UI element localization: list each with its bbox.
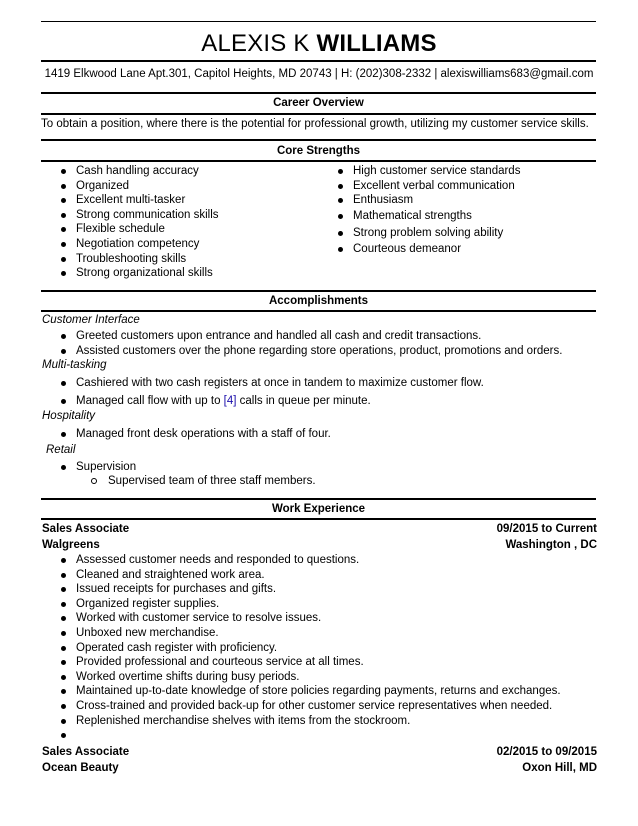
list-item: Managed call flow with up to [4] calls in queue per minute.	[42, 394, 484, 409]
list-item	[42, 728, 561, 743]
job-company-line	[42, 539, 597, 551]
accomplishment-list	[42, 427, 331, 442]
list-item: Organized	[42, 179, 219, 194]
list-item: Flexible schedule	[42, 222, 219, 237]
list-item: Excellent multi-tasker	[42, 193, 219, 208]
job-location: Oxon Hill, MD	[522, 762, 597, 774]
job-title: Sales Associate	[42, 746, 130, 758]
top-divider	[41, 21, 596, 22]
strengths-right-list	[319, 164, 520, 257]
candidate-name	[0, 30, 638, 58]
job-title: Sales Associate	[42, 523, 130, 535]
list-item: Supervised team of three staff members.	[91, 474, 316, 489]
list-item: Mathematical strengths	[319, 209, 520, 224]
list-item: Assessed customer needs and responded to questions.	[42, 553, 561, 568]
career-overview-text: To obtain a position, where there is the potential for professional growth, utilizing my customer service skills.	[41, 118, 589, 130]
section-title-core-strengths: Core Strengths	[276, 145, 361, 157]
citation-link[interactable]: [4]	[223, 394, 237, 407]
list-item: Supervision	[42, 460, 136, 475]
accomplishment-sublist	[91, 474, 316, 489]
job-title-line	[42, 523, 597, 535]
list-item: Cross-trained and provided back-up for other customer service representatives when needed.	[42, 699, 561, 714]
section-divider	[41, 92, 596, 94]
accomplishment-category: Hospitality	[42, 410, 96, 422]
section-title-accomplishments: Accomplishments	[268, 295, 369, 307]
list-item: Cash handling accuracy	[42, 164, 219, 179]
job-company: Ocean Beauty	[42, 762, 119, 774]
list-item: Unboxed new merchandise.	[42, 626, 561, 641]
list-item: Negotiation competency	[42, 237, 219, 252]
header-divider	[41, 60, 596, 62]
list-item: Excellent verbal communication	[319, 179, 520, 194]
list-item: Strong communication skills	[42, 208, 219, 223]
job-location: Washington , DC	[505, 539, 597, 551]
section-divider	[41, 518, 596, 520]
accomplishment-category: Multi-tasking	[42, 359, 107, 371]
list-item: Cleaned and straightened work area.	[42, 568, 561, 583]
section-divider	[41, 139, 596, 141]
list-item: Assisted customers over the phone regarding store operations, product, promotions and orders.	[42, 344, 562, 359]
list-item: Managed front desk operations with a staff of four.	[42, 427, 331, 442]
list-item: Issued receipts for purchases and gifts.	[42, 582, 561, 597]
section-divider	[41, 498, 596, 500]
section-divider	[41, 310, 596, 312]
list-item: Provided professional and courteous service at all times.	[42, 655, 561, 670]
accomplishment-category: Retail	[46, 444, 76, 456]
last-name: WILLIAMS	[316, 30, 437, 57]
section-divider	[41, 113, 596, 115]
strengths-left-list	[42, 164, 219, 281]
list-item: Maintained up-to-date knowledge of store policies regarding payments, returns and exchanges.	[42, 684, 561, 699]
list-item: High customer service standards	[319, 164, 520, 179]
list-item: Greeted customers upon entrance and handled all cash and credit transactions.	[42, 329, 562, 344]
section-divider	[41, 160, 596, 162]
contact-line: 1419 Elkwood Lane Apt.301, Capitol Heights, MD 20743 | H: (202)308-2332 | alexiswilliams683@gmail.com	[44, 68, 594, 80]
list-item: Organized register supplies.	[42, 597, 561, 612]
accomplishment-category: Customer Interface	[42, 314, 140, 326]
accomplishment-list	[42, 329, 562, 358]
first-name: ALEXIS K	[201, 30, 310, 57]
section-title-work-experience: Work Experience	[271, 503, 366, 515]
job-company: Walgreens	[42, 539, 100, 551]
accomplishment-list	[42, 376, 484, 408]
job-title-line	[42, 746, 597, 758]
list-item: Strong problem solving ability	[319, 226, 520, 241]
list-item: Operated cash register with proficiency.	[42, 641, 561, 656]
job-duties-list	[42, 553, 561, 743]
list-item: Cashiered with two cash registers at once in tandem to maximize customer flow.	[42, 376, 484, 391]
section-divider	[41, 290, 596, 292]
list-item: Enthusiasm	[319, 193, 520, 208]
list-item: Replenished merchandise shelves with items from the stockroom.	[42, 714, 561, 729]
list-item: Strong organizational skills	[42, 266, 219, 281]
job-dates: 09/2015 to Current	[496, 523, 597, 535]
list-item: Worked with customer service to resolve issues.	[42, 611, 561, 626]
section-title-career-overview: Career Overview	[273, 97, 364, 109]
accomplishment-list	[42, 460, 136, 475]
list-item: Worked overtime shifts during busy periods.	[42, 670, 561, 685]
job-dates: 02/2015 to 09/2015	[496, 746, 597, 758]
job-company-line	[42, 762, 597, 774]
list-item: Courteous demeanor	[319, 242, 520, 257]
list-item: Troubleshooting skills	[42, 252, 219, 267]
